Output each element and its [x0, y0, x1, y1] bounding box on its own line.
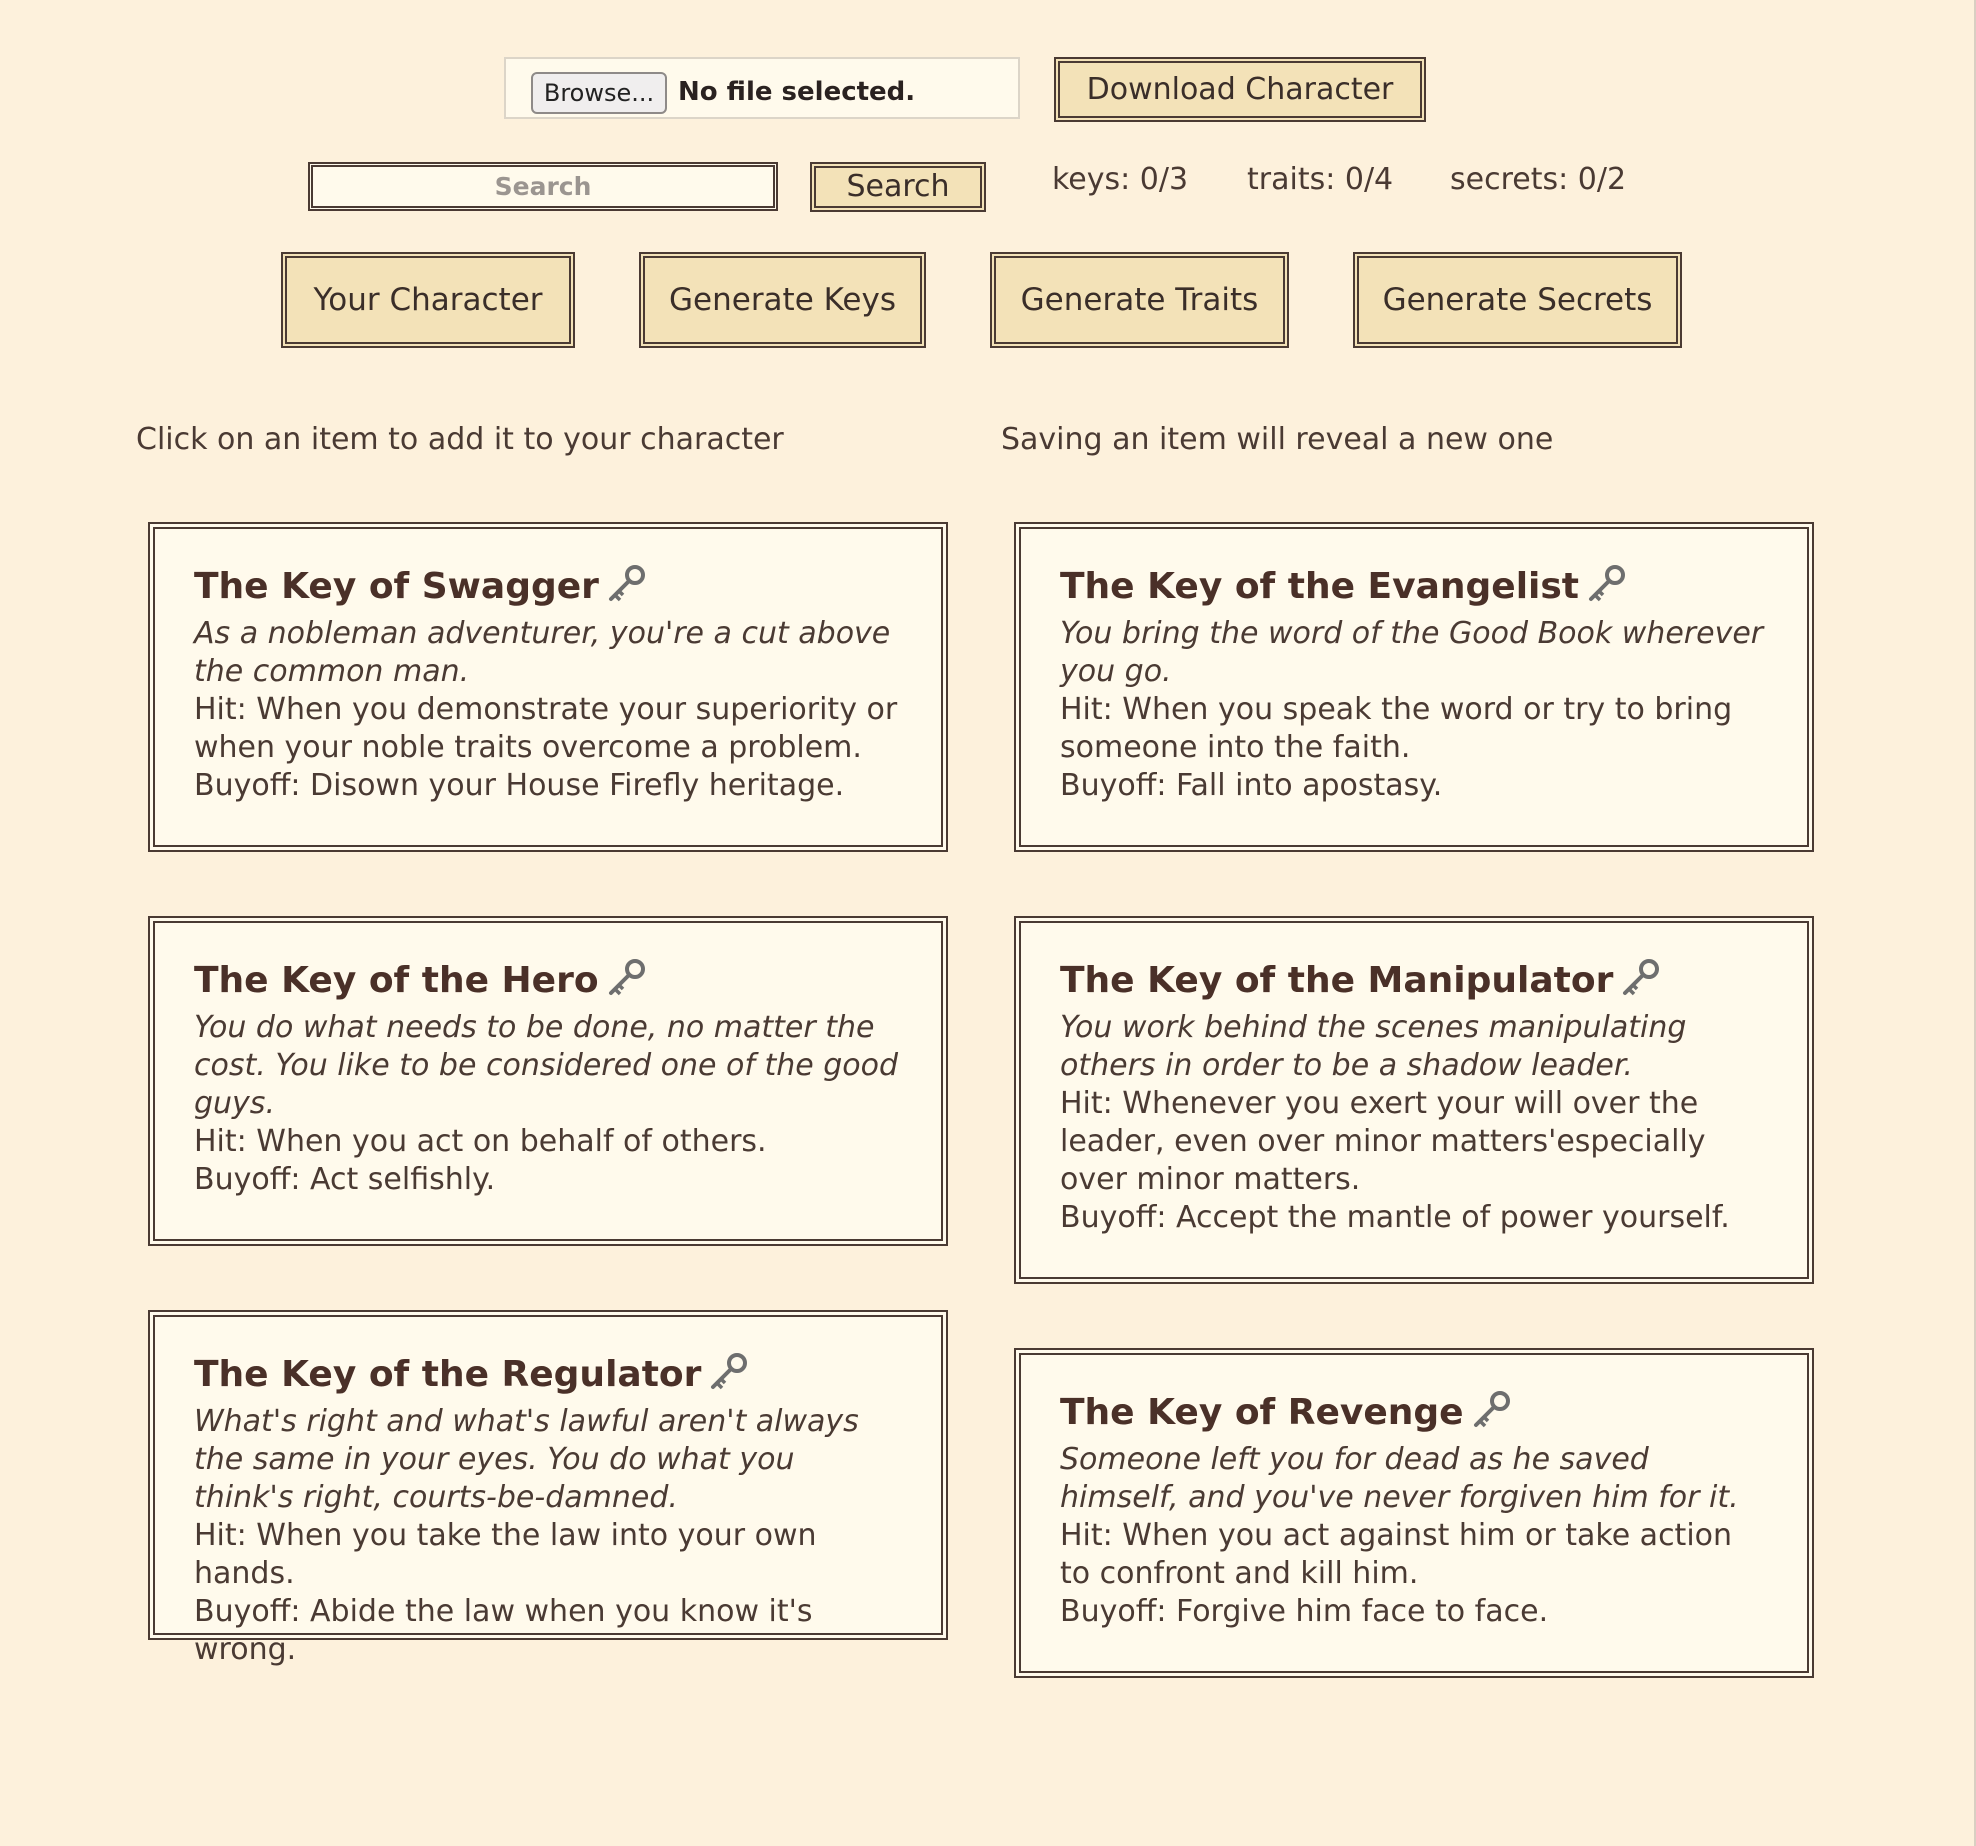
card-description: As a nobleman adventurer, you're a cut above the common man.: [194, 616, 891, 689]
key-card[interactable]: [1014, 1348, 1814, 1678]
key-card[interactable]: [1014, 522, 1814, 852]
card-title: [1060, 1390, 1768, 1439]
key-card[interactable]: [1014, 916, 1814, 1284]
key-icon: [605, 564, 647, 613]
card-hit: Hit: When you demonstrate your superiority or when your noble traits overcome a problem.: [194, 692, 898, 765]
search-input[interactable]: [308, 162, 778, 211]
card-title-text: The Key of the Regulator: [194, 1354, 702, 1395]
card-title: [194, 958, 902, 1007]
card-hit: Hit: When you act on behalf of others.: [194, 1124, 767, 1159]
card-title: [1060, 958, 1768, 1007]
key-icon: [1619, 958, 1661, 1007]
key-icon: [1585, 564, 1627, 613]
card-description: What's right and what's lawful aren't always the same in your eyes. You do what you think's right, courts-be-damned.: [194, 1404, 859, 1515]
download-character-button[interactable]: Download Character: [1054, 57, 1426, 122]
card-buyoff: Buyoff: Act selfishly.: [194, 1162, 496, 1197]
card-buyoff: Buyoff: Accept the mantle of power yourself.: [1060, 1200, 1730, 1235]
card-buyoff: Buyoff: Abide the law when you know it's wrong.: [194, 1594, 813, 1667]
browse-button[interactable]: Browse...: [531, 72, 667, 114]
card-title-text: The Key of the Hero: [194, 960, 599, 1001]
tab-your-character[interactable]: Your Character: [281, 252, 575, 348]
key-card[interactable]: [148, 522, 948, 852]
card-description: You work behind the scenes manipulating others in order to be a shadow leader.: [1060, 1010, 1687, 1083]
key-card[interactable]: [148, 916, 948, 1246]
card-title: [1060, 564, 1768, 613]
card-buyoff: Buyoff: Fall into apostasy.: [1060, 768, 1443, 803]
file-status: No file selected.: [678, 77, 916, 107]
card-title-text: The Key of the Manipulator: [1060, 960, 1614, 1001]
card-description: You bring the word of the Good Book wherever you go.: [1060, 616, 1764, 689]
hint-right: Saving an item will reveal a new one: [1001, 422, 1554, 457]
card-hit: Hit: When you act against him or take action to confront and kill him.: [1060, 1518, 1733, 1591]
card-hit: Hit: When you speak the word or try to bring someone into the faith.: [1060, 692, 1733, 765]
card-title: [194, 1352, 902, 1401]
hint-left: Click on an item to add it to your character: [136, 422, 784, 457]
card-title-text: The Key of the Evangelist: [1060, 566, 1580, 607]
key-icon: [605, 958, 647, 1007]
card-title-text: The Key of Revenge: [1060, 1392, 1464, 1433]
tab-generate-secrets[interactable]: Generate Secrets: [1353, 252, 1682, 348]
key-icon: [1470, 1390, 1512, 1439]
key-icon: [707, 1352, 749, 1401]
card-description: Someone left you for dead as he saved himself, and you've never forgiven him for it.: [1060, 1442, 1739, 1515]
traits-counter: traits: 0/4: [1247, 162, 1394, 197]
tab-generate-keys[interactable]: Generate Keys: [639, 252, 926, 348]
card-title: [194, 564, 902, 613]
card-title-text: The Key of Swagger: [194, 566, 599, 607]
card-hit: Hit: Whenever you exert your will over the leader, even over minor matters'especially over minor matters.: [1060, 1086, 1706, 1197]
keys-counter: keys: 0/3: [1052, 162, 1189, 197]
file-upload: [504, 57, 1020, 119]
tab-generate-traits[interactable]: Generate Traits: [990, 252, 1289, 348]
key-card[interactable]: [148, 1310, 948, 1667]
card-buyoff: Buyoff: Forgive him face to face.: [1060, 1594, 1549, 1629]
card-description: You do what needs to be done, no matter the cost. You like to be considered one of the good guys.: [194, 1010, 899, 1121]
secrets-counter: secrets: 0/2: [1450, 162, 1627, 197]
card-buyoff: Buyoff: Disown your House Firefly heritage.: [194, 768, 845, 803]
card-hit: Hit: When you take the law into your own hands.: [194, 1518, 817, 1591]
search-button[interactable]: Search: [810, 162, 986, 212]
